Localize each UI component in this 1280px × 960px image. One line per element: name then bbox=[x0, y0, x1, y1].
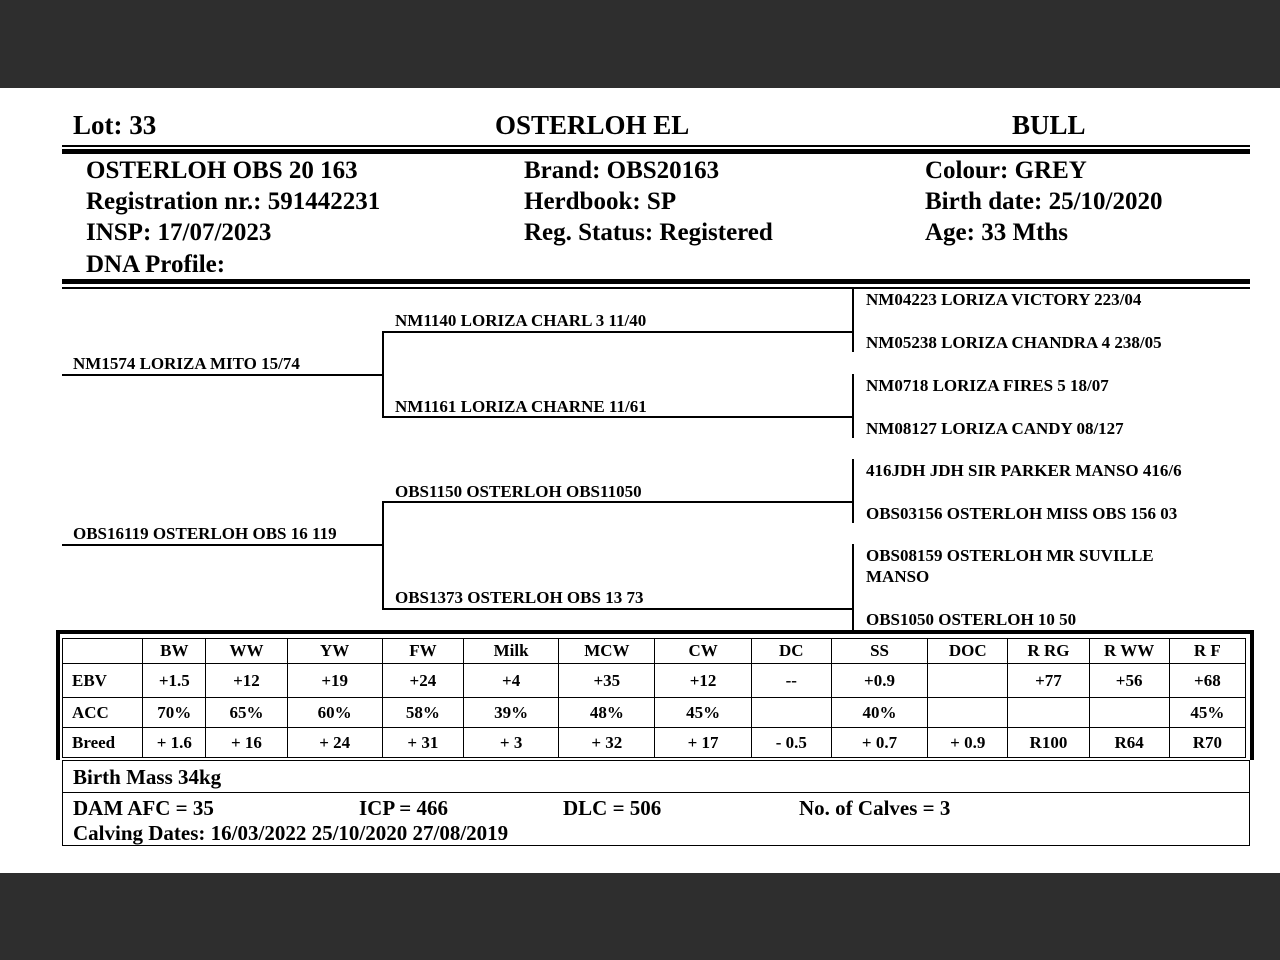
breed-row bbox=[63, 728, 1246, 758]
lot-number: Lot: 33 bbox=[73, 110, 157, 140]
reg-status: Reg. Status: Registered bbox=[524, 219, 773, 246]
gen3-bracket-1 bbox=[852, 288, 854, 352]
table-cell: + 31 bbox=[382, 728, 463, 758]
pedigree-page bbox=[0, 88, 1280, 873]
dam-stats-box bbox=[62, 792, 1250, 846]
table-cell: +24 bbox=[382, 664, 463, 698]
sire-name: NM1574 LORIZA MITO 15/74 bbox=[73, 354, 300, 373]
row-label: ACC bbox=[63, 698, 143, 728]
ebv-frame-top bbox=[56, 630, 1254, 634]
header-cell: SS bbox=[831, 639, 927, 664]
table-cell: +4 bbox=[464, 664, 559, 698]
table-cell: + 32 bbox=[559, 728, 655, 758]
table-cell bbox=[751, 698, 831, 728]
animal-id: OSTERLOH OBS 20 163 bbox=[86, 157, 358, 184]
header-cell: DOC bbox=[928, 639, 1008, 664]
ebv-frame-right bbox=[1250, 630, 1254, 760]
header-cell: R F bbox=[1169, 639, 1245, 664]
animal-sex: BULL bbox=[1012, 110, 1086, 140]
table-cell bbox=[1089, 698, 1169, 728]
table-cell: +19 bbox=[287, 664, 382, 698]
table-cell: +35 bbox=[559, 664, 655, 698]
table-cell: 58% bbox=[382, 698, 463, 728]
dam-afc: DAM AFC = 35 bbox=[73, 796, 214, 820]
sire-dam-name: NM1161 LORIZA CHARNE 11/61 bbox=[395, 397, 647, 416]
table-cell bbox=[928, 664, 1008, 698]
gen3-ancestor-2: NM05238 LORIZA CHANDRA 4 238/05 bbox=[866, 333, 1162, 352]
gen3-ancestor-7-cont: MANSO bbox=[866, 567, 930, 586]
header-cell: BW bbox=[143, 639, 206, 664]
table-cell: 45% bbox=[655, 698, 751, 728]
inspection-date: INSP: 17/07/2023 bbox=[86, 219, 272, 246]
header-cell: WW bbox=[206, 639, 287, 664]
table-cell: -- bbox=[751, 664, 831, 698]
registration-number: Registration nr.: 591442231 bbox=[86, 188, 381, 215]
gen3-ancestor-6: OBS03156 OSTERLOH MISS OBS 156 03 bbox=[866, 504, 1178, 523]
dna-profile: DNA Profile: bbox=[86, 251, 226, 278]
table-cell: +1.5 bbox=[143, 664, 206, 698]
table-cell: R100 bbox=[1008, 728, 1089, 758]
header-cell: MCW bbox=[559, 639, 655, 664]
gen3-ancestor-1: NM04223 LORIZA VICTORY 223/04 bbox=[866, 290, 1142, 309]
info-rule-thin bbox=[62, 287, 1250, 289]
table-cell: + 3 bbox=[464, 728, 559, 758]
table-cell: 45% bbox=[1169, 698, 1245, 728]
gen3-ancestor-5: 416JDH JDH SIR PARKER MANSO 416/6 bbox=[866, 461, 1182, 480]
header-cell: R WW bbox=[1089, 639, 1169, 664]
sire-line bbox=[62, 374, 382, 376]
header-cell: DC bbox=[751, 639, 831, 664]
dam-name: OBS16119 OSTERLOH OBS 16 119 bbox=[73, 524, 337, 543]
ebv-table bbox=[62, 638, 1246, 758]
table-cell bbox=[928, 698, 1008, 728]
table-cell: +12 bbox=[206, 664, 287, 698]
table-cell bbox=[1008, 698, 1089, 728]
birth-mass: Birth Mass 34kg bbox=[73, 765, 222, 789]
gen3-ancestor-3: NM0718 LORIZA FIRES 5 18/07 bbox=[866, 376, 1109, 395]
gen3-ancestor-8: OBS1050 OSTERLOH 10 50 bbox=[866, 610, 1077, 629]
header-cell: CW bbox=[655, 639, 751, 664]
table-cell: +56 bbox=[1089, 664, 1169, 698]
table-cell: 40% bbox=[831, 698, 927, 728]
calving-dates: Calving Dates: 16/03/2022 25/10/2020 27/08/2019 bbox=[73, 821, 509, 845]
table-cell: 48% bbox=[559, 698, 655, 728]
table-cell: +77 bbox=[1008, 664, 1089, 698]
header-cell: YW bbox=[287, 639, 382, 664]
table-cell: 39% bbox=[464, 698, 559, 728]
header-cell: Milk bbox=[464, 639, 559, 664]
row-label: Breed bbox=[63, 728, 143, 758]
table-cell: 70% bbox=[143, 698, 206, 728]
dam-sire-name: OBS1150 OSTERLOH OBS11050 bbox=[395, 482, 642, 501]
row-label: EBV bbox=[63, 664, 143, 698]
table-cell: R70 bbox=[1169, 728, 1245, 758]
gen3-ancestor-4: NM08127 LORIZA CANDY 08/127 bbox=[866, 419, 1124, 438]
dam-line bbox=[62, 544, 382, 546]
birth-date: Birth date: 25/10/2020 bbox=[925, 188, 1163, 215]
dam-dam-line bbox=[382, 608, 853, 610]
sire-bracket bbox=[382, 331, 384, 417]
sire-sire-name: NM1140 LORIZA CHARL 3 11/40 bbox=[395, 311, 647, 330]
info-rule-thick bbox=[62, 279, 1250, 284]
sire-sire-line bbox=[382, 331, 853, 333]
header-rule-thick bbox=[62, 149, 1250, 154]
animal-name: OSTERLOH EL bbox=[495, 110, 690, 140]
table-cell: + 17 bbox=[655, 728, 751, 758]
table-cell: + 0.7 bbox=[831, 728, 927, 758]
table-cell: +68 bbox=[1169, 664, 1245, 698]
ebv-header-row bbox=[63, 639, 1246, 664]
table-cell: + 16 bbox=[206, 728, 287, 758]
ebv-row bbox=[63, 664, 1246, 698]
age: Age: 33 Mths bbox=[925, 219, 1069, 246]
table-cell: 65% bbox=[206, 698, 287, 728]
header-cell bbox=[63, 639, 143, 664]
header-cell: R RG bbox=[1008, 639, 1089, 664]
table-cell: + 0.9 bbox=[928, 728, 1008, 758]
icp: ICP = 466 bbox=[359, 796, 448, 820]
table-cell: +0.9 bbox=[831, 664, 927, 698]
table-cell: - 0.5 bbox=[751, 728, 831, 758]
table-cell: + 1.6 bbox=[143, 728, 206, 758]
number-of-calves: No. of Calves = 3 bbox=[799, 796, 951, 820]
table-cell: + 24 bbox=[287, 728, 382, 758]
herdbook: Herdbook: SP bbox=[524, 188, 677, 215]
dlc: DLC = 506 bbox=[563, 796, 662, 820]
brand: Brand: OBS20163 bbox=[524, 157, 720, 184]
dam-dam-name: OBS1373 OSTERLOH OBS 13 73 bbox=[395, 588, 644, 607]
gen3-bracket-4 bbox=[852, 544, 854, 630]
gen3-ancestor-7: OBS08159 OSTERLOH MR SUVILLE bbox=[866, 546, 1154, 565]
colour: Colour: GREY bbox=[925, 157, 1087, 184]
dam-bracket bbox=[382, 501, 384, 608]
table-cell: 60% bbox=[287, 698, 382, 728]
gen3-bracket-2 bbox=[852, 374, 854, 438]
ebv-frame-left bbox=[56, 630, 60, 760]
header-rule-thin bbox=[62, 145, 1250, 147]
birth-mass-box bbox=[62, 760, 1250, 793]
table-cell: +12 bbox=[655, 664, 751, 698]
gen3-bracket-3 bbox=[852, 459, 854, 523]
table-cell: R64 bbox=[1089, 728, 1169, 758]
header-cell: FW bbox=[382, 639, 463, 664]
acc-row bbox=[63, 698, 1246, 728]
